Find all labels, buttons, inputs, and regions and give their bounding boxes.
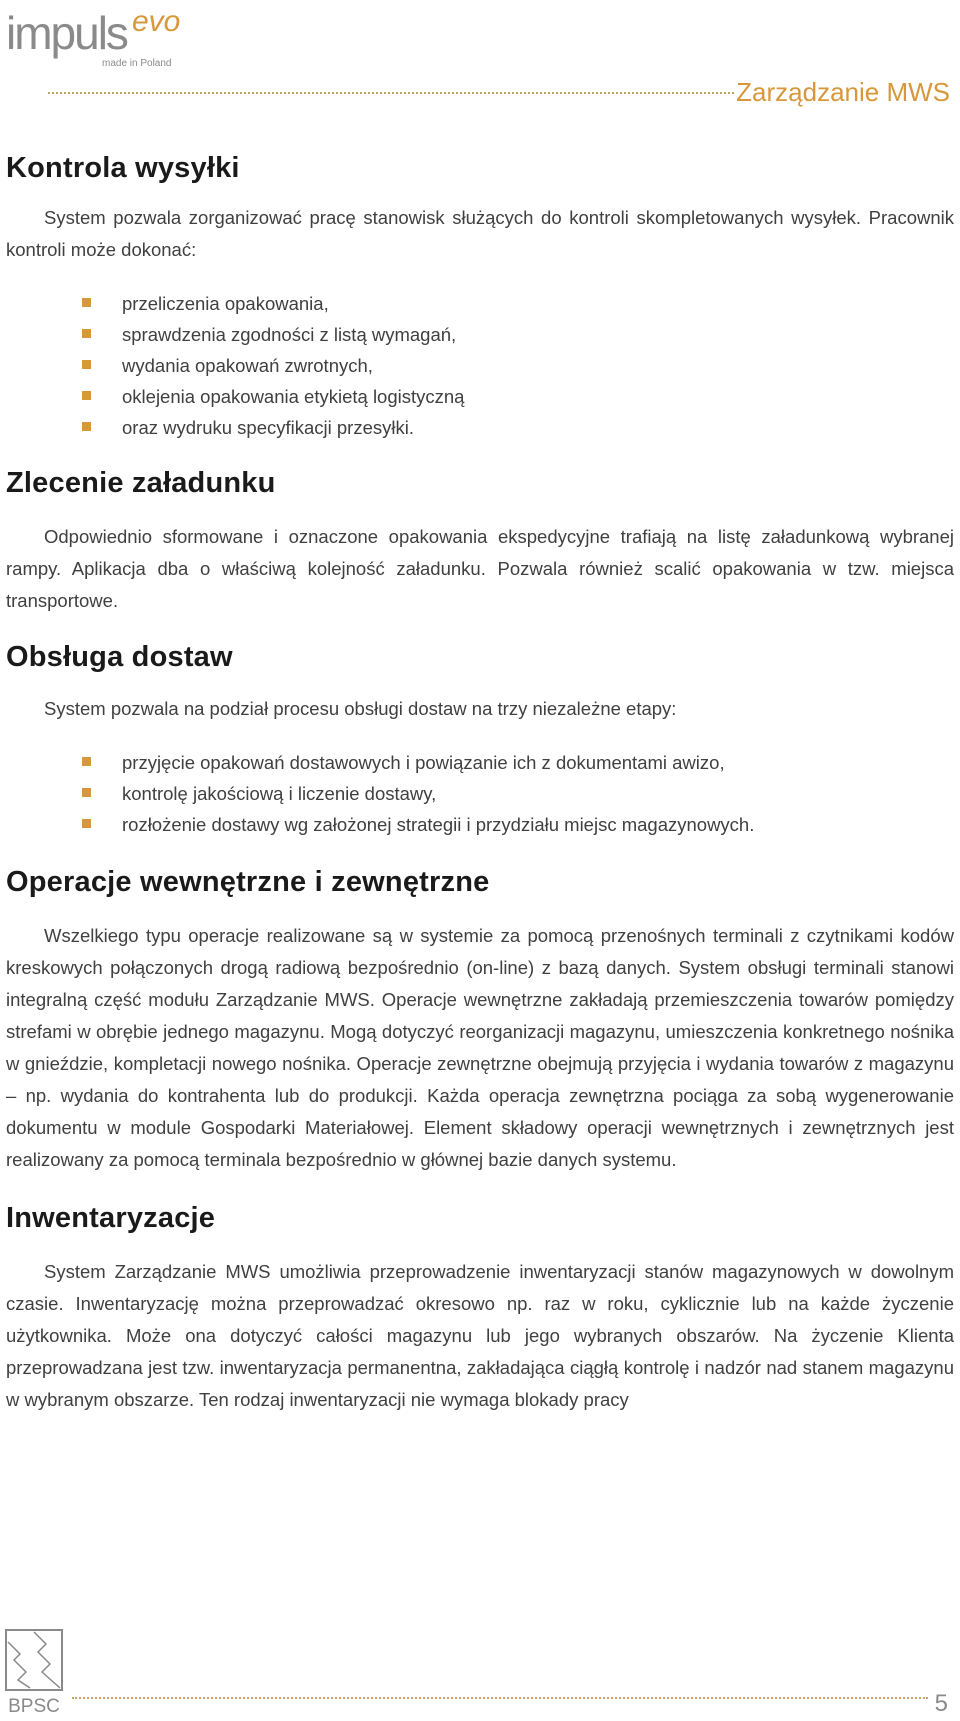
list-item [82,747,954,778]
list-item [82,288,954,319]
list-item-text: kontrolę jakościową i liczenie dostawy, [122,783,437,804]
list-item [82,412,954,443]
bullet-list [6,747,954,840]
square-bullet-icon [82,329,91,338]
list-item [82,778,954,809]
page-number: 5 [934,1690,948,1717]
section-heading: Obsługa dostaw [6,641,233,673]
logo-tagline: made in Poland [102,58,172,69]
list-item-text: przeliczenia opakowania, [122,293,329,314]
main-content [6,150,954,1416]
section-paragraph: Odpowiednio sformowane i oznaczone opakowania ekspedycyjne trafiają na listę załadunkową wybranej rampy. Aplikacja dba o właściwą kolejność załadunku. Pozwala również scalić opakowania w tzw. miejsca transportowe. [6,526,954,611]
header-section-title: Zarządzanie MWS [736,77,950,107]
section-paragraph: Wszelkiego typu operacje realizowane są w systemie za pomocą przenośnych terminali z czytnikami kodów kreskowych połączonych drogą radiową bezpośrednio (on-line) z bazą danych. System obsługi terminali stanowi integralną część modułu Zarządzanie MWS. Operacje wewnętrzne zakładają przemieszczenia towarów pomiędzy strefami w obrębie jednego magazynu. Mogą dotyczyć reorganizacji magazynu, umieszczenia konkretnego nośnika w gnieździe, kompletacji nowego nośnika. Operacje zewnętrzne obejmują przyjęcia i wydania towarów z magazynu – np. wydania do kontrahenta lub do produkcji. Każda operacja zewnętrzna pociąga za sobą wygenerowanie dokumentu w module Gospodarki Materiałowej. Element składowy operacji wewnętrznych i zewnętrznych jest realizowany za pomocą terminala bezpośrednio w głównej bazie danych systemu. [6,925,954,1170]
square-bullet-icon [82,360,91,369]
impuls-evo-logo [6,5,196,70]
section-heading: Operacje wewnętrzne i zewnętrzne [6,866,490,898]
square-bullet-icon [82,422,91,431]
section-heading: Kontrola wysyłki [6,152,240,184]
header-dotted-rule [48,92,734,94]
square-bullet-icon [82,819,91,828]
list-item [82,319,954,350]
logo-evo-text: evo [132,5,181,38]
square-bullet-icon [82,788,91,797]
section-heading: Inwentaryzacje [6,1202,216,1234]
list-item-text: oraz wydruku specyfikacji przesyłki. [122,417,414,438]
section-paragraph: System pozwala zorganizować pracę stanowisk służących do kontroli skompletowanych wysyłek. Pracownik kontroli może dokonać: [6,207,954,260]
square-bullet-icon [82,391,91,400]
section-paragraph: System pozwala na podział procesu obsługi dostaw na trzy niezależne etapy: [44,698,677,719]
section-paragraph: System Zarządzanie MWS umożliwia przeprowadzenie inwentaryzacji stanów magazynowych w dowolnym czasie. Inwentaryzację można przeprowadzać okresowo np. raz w roku, cyklicznie lub na każde życzenie użytkownika. Może ona dotyczyć całości magazynu lub jego wybranych obszarów. Na życzenie Klienta przeprowadzana jest tzw. inwentaryzacja permanentna, zakładająca ciągłą kontrolę i nadzór nad stanem magazynu w wybranym obszarze. Ten rodzaj inwentaryzacji nie wymaga blokady pracy [6,1261,954,1410]
bpsc-logo [4,1628,66,1716]
footer-dotted-rule [72,1697,928,1699]
list-item-text: przyjęcie opakowań dostawowych i powiązanie ich z dokumentami awizo, [122,752,725,773]
square-bullet-icon [82,298,91,307]
bpsc-logo-text: BPSC [8,1696,60,1716]
square-bullet-icon [82,757,91,766]
list-item-text: rozłożenie dostawy wg założonej strategii i przydziału miejsc magazynowych. [122,814,755,835]
bpsc-logo-mark-icon [4,1628,66,1716]
list-item-text: oklejenia opakowania etykietą logistyczną [122,386,465,407]
section-heading: Zlecenie załadunku [6,467,276,499]
logo-main-text: impuls [6,7,127,59]
list-item [82,350,954,381]
list-item [82,809,954,840]
list-item-text: sprawdzenia zgodności z listą wymagań, [122,324,457,345]
bullet-list [6,288,954,443]
list-item-text: wydania opakowań zwrotnych, [122,355,373,376]
list-item [82,381,954,412]
